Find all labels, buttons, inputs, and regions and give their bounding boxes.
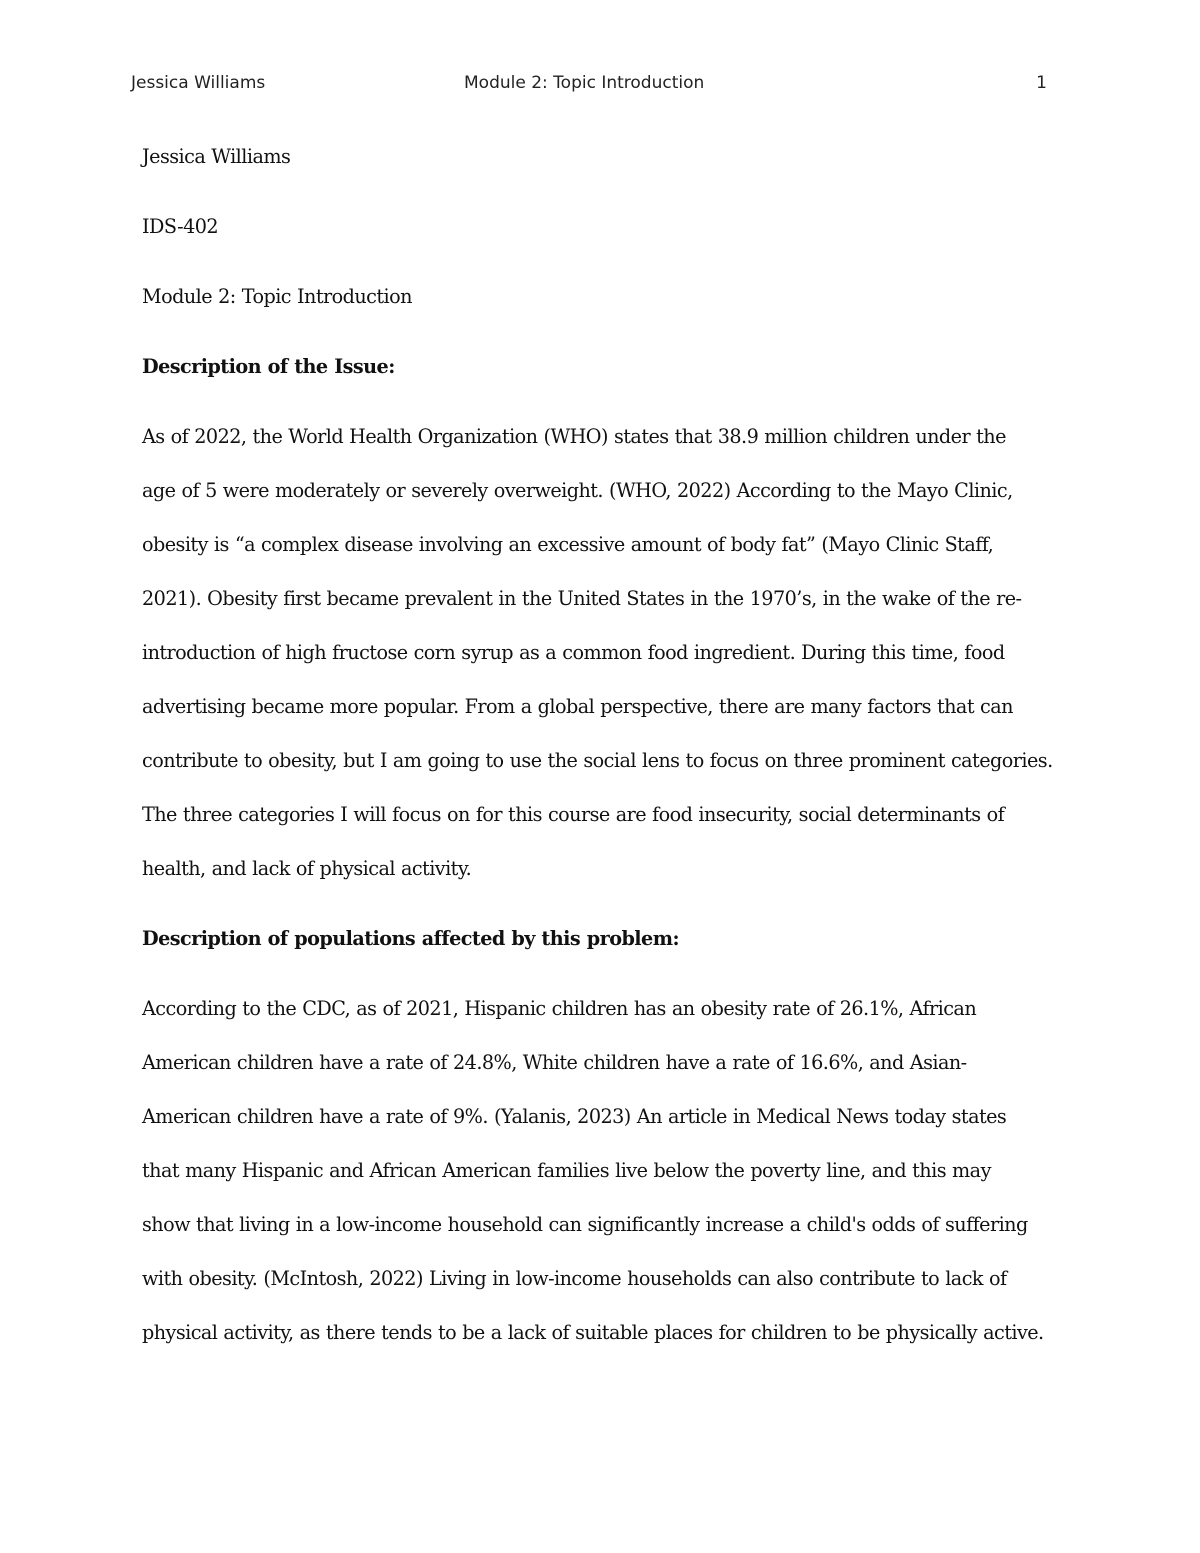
paragraph-line: obesity is “a complex disease involving an excessive amount of body fat” (Mayo Clinic Staff, [142,533,994,556]
paragraph-line: The three categories I will focus on for this course are food insecurity, social determinants of [142,803,1005,826]
page-header [131,73,1047,99]
header-page-number: 1 [1036,73,1047,93]
paragraph-line: As of 2022, the World Health Organization (WHO) states that 38.9 million children under the [142,425,1006,448]
header-author: Jessica Williams [131,73,266,93]
paragraph-line: show that living in a low-income household can significantly increase a child's odds of suffering [142,1213,1028,1236]
paragraph-line: age of 5 were moderately or severely overweight. (WHO, 2022) According to the Mayo Clinic, [142,479,1013,502]
header-title: Module 2: Topic Introduction [464,73,705,93]
section-heading-issue: Description of the Issue: [142,355,395,378]
paragraph-line: with obesity. (McIntosh, 2022) Living in low-income households can also contribute to lack of [142,1267,1007,1290]
assignment-title: Module 2: Topic Introduction [142,285,412,308]
paragraph-line: American children have a rate of 9%. (Yalanis, 2023) An article in Medical News today states [142,1105,1007,1128]
paragraph-line: advertising became more popular. From a global perspective, there are many factors that can [142,695,1013,718]
paragraph-line: 2021). Obesity first became prevalent in the United States in the 1970’s, in the wake of the re- [142,587,1022,610]
paragraph-line: According to the CDC, as of 2021, Hispanic children has an obesity rate of 26.1%, African [142,997,977,1020]
paragraph-line: contribute to obesity, but I am going to use the social lens to focus on three prominent categories. [142,749,1053,772]
document-body [142,130,1058,1360]
paragraph-line: that many Hispanic and African American families live below the poverty line, and this may [142,1159,991,1182]
paragraph-line: introduction of high fructose corn syrup as a common food ingredient. During this time, food [142,641,1005,664]
issue-paragraph [142,410,1058,896]
paragraph-line: physical activity, as there tends to be a lack of suitable places for children to be physically active. [142,1321,1044,1344]
populations-paragraph [142,982,1058,1360]
author-name: Jessica Williams [142,145,291,168]
paragraph-line: American children have a rate of 24.8%, White children have a rate of 16.6%, and Asian- [142,1051,967,1074]
paragraph-line: health, and lack of physical activity. [142,857,472,880]
section-heading-populations: Description of populations affected by this problem: [142,927,679,950]
course-code: IDS-402 [142,215,219,238]
